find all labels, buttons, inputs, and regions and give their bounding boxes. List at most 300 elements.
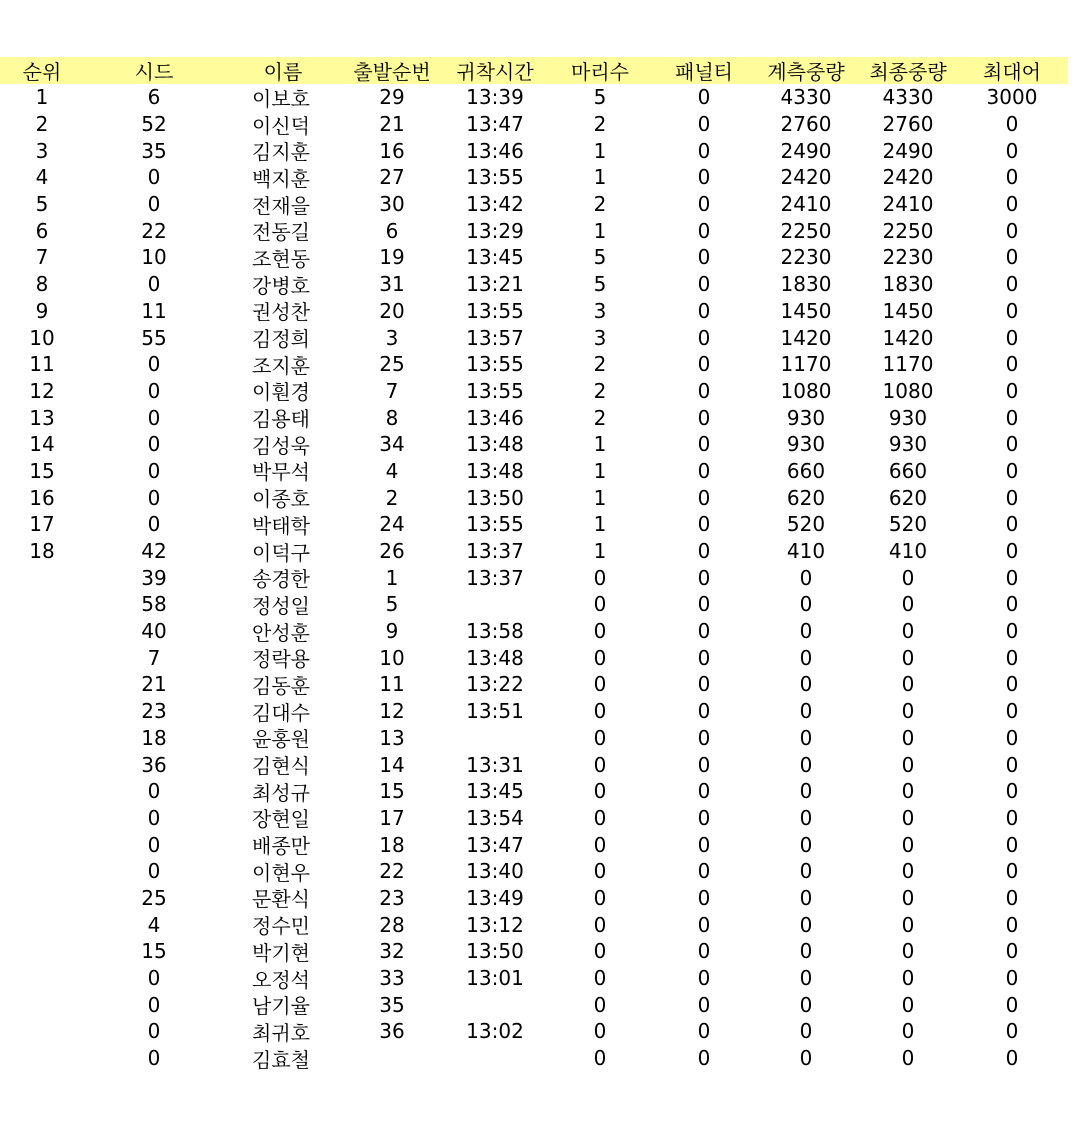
- cell-penalty: 0: [697, 832, 711, 857]
- cell-start-order: 10: [379, 645, 405, 670]
- cell-measured-weight: 410: [786, 539, 826, 564]
- cell-rank: 8: [35, 272, 49, 297]
- cell-start-order: 7: [385, 378, 399, 403]
- cell-name: 배종만: [252, 834, 310, 859]
- cell-biggest-fish: 0: [1005, 672, 1019, 697]
- cell-name: 최귀호: [252, 1020, 310, 1045]
- cell-seed: 0: [147, 832, 161, 857]
- cell-biggest-fish: 0: [1005, 485, 1019, 510]
- cell-fish-count: 0: [593, 832, 607, 857]
- cell-fish-count: 1: [593, 458, 607, 483]
- cell-penalty: 0: [697, 725, 711, 750]
- cell-start-order: 6: [385, 218, 399, 243]
- cell-rank: 1: [35, 85, 49, 110]
- table-header: [0, 57, 1068, 84]
- cell-start-order: 22: [379, 859, 405, 884]
- cell-penalty: 0: [697, 885, 711, 910]
- cell-biggest-fish: 0: [1005, 539, 1019, 564]
- cell-name: 정락용: [252, 647, 310, 672]
- cell-measured-weight: 2490: [780, 138, 832, 163]
- cell-penalty: 0: [697, 512, 711, 537]
- cell-return-time: 13:48: [466, 432, 524, 457]
- cell-penalty: 0: [697, 218, 711, 243]
- cell-measured-weight: 0: [799, 992, 813, 1017]
- cell-start-order: 19: [379, 245, 405, 270]
- cell-final-weight: 0: [901, 885, 915, 910]
- cell-name: 정성일: [252, 593, 310, 618]
- cell-fish-count: 0: [593, 859, 607, 884]
- cell-fish-count: 0: [593, 779, 607, 804]
- cell-return-time: 13:01: [466, 966, 524, 991]
- table-row: [0, 805, 1068, 832]
- cell-return-time: 13:39: [466, 85, 524, 110]
- cell-seed: 0: [147, 192, 161, 217]
- cell-rank: 10: [29, 325, 55, 350]
- cell-return-time: 13:40: [466, 859, 524, 884]
- cell-seed: 0: [147, 512, 161, 537]
- cell-measured-weight: 2230: [780, 245, 832, 270]
- cell-biggest-fish: 0: [1005, 645, 1019, 670]
- cell-biggest-fish: 0: [1005, 885, 1019, 910]
- table-row: [0, 1045, 1068, 1072]
- cell-return-time: 13:55: [466, 352, 524, 377]
- cell-final-weight: 410: [888, 539, 928, 564]
- cell-penalty: 0: [697, 912, 711, 937]
- cell-biggest-fish: 0: [1005, 298, 1019, 323]
- cell-name: 김효철: [252, 1047, 310, 1072]
- table-row: [0, 938, 1068, 965]
- cell-final-weight: 660: [888, 458, 928, 483]
- cell-name: 이훤경: [252, 380, 310, 405]
- cell-biggest-fish: 0: [1005, 458, 1019, 483]
- table-row: [0, 538, 1068, 565]
- cell-rank: 9: [35, 298, 49, 323]
- cell-measured-weight: 520: [786, 512, 826, 537]
- cell-measured-weight: 0: [799, 565, 813, 590]
- cell-biggest-fish: 0: [1005, 699, 1019, 724]
- cell-seed: 0: [147, 485, 161, 510]
- cell-return-time: 13:55: [466, 165, 524, 190]
- cell-penalty: 0: [697, 245, 711, 270]
- header-measured-weight: 계측중량: [767, 60, 845, 84]
- cell-measured-weight: 2420: [780, 165, 832, 190]
- cell-name: 백지훈: [252, 166, 310, 191]
- cell-seed: 21: [141, 672, 167, 697]
- table-row: [0, 164, 1068, 191]
- cell-return-time: 13:48: [466, 458, 524, 483]
- table-row: [0, 564, 1068, 591]
- cell-seed: 39: [141, 565, 167, 590]
- cell-biggest-fish: 0: [1005, 966, 1019, 991]
- table-body: [0, 84, 1068, 1071]
- cell-seed: 42: [141, 539, 167, 564]
- header-fish-count: 마리수: [571, 60, 629, 84]
- table-row: [0, 991, 1068, 1018]
- table-row: [0, 618, 1068, 645]
- cell-name: 김대수: [252, 700, 310, 725]
- cell-fish-count: 5: [593, 85, 607, 110]
- cell-final-weight: 0: [901, 966, 915, 991]
- cell-seed: 25: [141, 885, 167, 910]
- cell-return-time: 13:37: [466, 539, 524, 564]
- table-row: [0, 778, 1068, 805]
- cell-final-weight: 0: [901, 592, 915, 617]
- cell-name: 박기현: [252, 940, 310, 965]
- cell-biggest-fish: 0: [1005, 138, 1019, 163]
- cell-penalty: 0: [697, 272, 711, 297]
- cell-name: 안성훈: [252, 620, 310, 645]
- cell-name: 이덕구: [252, 540, 310, 565]
- cell-biggest-fish: 0: [1005, 832, 1019, 857]
- cell-seed: 0: [147, 352, 161, 377]
- cell-seed: 36: [141, 752, 167, 777]
- cell-fish-count: 0: [593, 592, 607, 617]
- cell-penalty: 0: [697, 992, 711, 1017]
- cell-measured-weight: 1420: [780, 325, 832, 350]
- header-biggest-fish: 최대어: [983, 60, 1041, 84]
- cell-penalty: 0: [697, 1019, 711, 1044]
- cell-start-order: 14: [379, 752, 405, 777]
- cell-final-weight: 930: [888, 432, 928, 457]
- cell-biggest-fish: 0: [1005, 912, 1019, 937]
- cell-seed: 22: [141, 218, 167, 243]
- cell-final-weight: 4330: [882, 85, 934, 110]
- cell-name: 조지훈: [252, 353, 310, 378]
- cell-penalty: 0: [697, 699, 711, 724]
- table-row: [0, 244, 1068, 271]
- cell-fish-count: 5: [593, 272, 607, 297]
- table-row: [0, 378, 1068, 405]
- cell-name: 장현일: [252, 807, 310, 832]
- cell-fish-count: 0: [593, 565, 607, 590]
- cell-name: 송경한: [252, 567, 310, 592]
- cell-measured-weight: 0: [799, 1019, 813, 1044]
- cell-start-order: 2: [385, 485, 399, 510]
- cell-penalty: 0: [697, 378, 711, 403]
- cell-biggest-fish: 0: [1005, 512, 1019, 537]
- cell-measured-weight: 0: [799, 1046, 813, 1071]
- cell-start-order: 26: [379, 539, 405, 564]
- cell-rank: 14: [29, 432, 55, 457]
- cell-final-weight: 2410: [882, 192, 934, 217]
- cell-rank: 2: [35, 112, 49, 137]
- cell-start-order: 27: [379, 165, 405, 190]
- cell-seed: 0: [147, 859, 161, 884]
- cell-measured-weight: 4330: [780, 85, 832, 110]
- cell-biggest-fish: 0: [1005, 779, 1019, 804]
- cell-measured-weight: 0: [799, 752, 813, 777]
- cell-name: 오정석: [252, 967, 310, 992]
- cell-start-order: 34: [379, 432, 405, 457]
- cell-measured-weight: 0: [799, 859, 813, 884]
- cell-name: 전재을: [252, 193, 310, 218]
- cell-measured-weight: 0: [799, 885, 813, 910]
- table-row: [0, 644, 1068, 671]
- cell-biggest-fish: 0: [1005, 165, 1019, 190]
- cell-fish-count: 1: [593, 218, 607, 243]
- cell-biggest-fish: 0: [1005, 218, 1019, 243]
- cell-penalty: 0: [697, 432, 711, 457]
- table-row: [0, 1018, 1068, 1045]
- cell-return-time: 13:45: [466, 779, 524, 804]
- cell-measured-weight: 0: [799, 672, 813, 697]
- cell-return-time: 13:58: [466, 619, 524, 644]
- cell-final-weight: 0: [901, 672, 915, 697]
- cell-final-weight: 0: [901, 939, 915, 964]
- cell-name: 김현식: [252, 754, 310, 779]
- cell-measured-weight: 2760: [780, 112, 832, 137]
- cell-name: 남기율: [252, 994, 310, 1019]
- cell-return-time: 13:22: [466, 672, 524, 697]
- cell-biggest-fish: 0: [1005, 112, 1019, 137]
- cell-seed: 10: [141, 245, 167, 270]
- cell-rank: 13: [29, 405, 55, 430]
- table-row: [0, 725, 1068, 752]
- cell-biggest-fish: 0: [1005, 352, 1019, 377]
- cell-final-weight: 0: [901, 779, 915, 804]
- cell-start-order: 13: [379, 725, 405, 750]
- cell-penalty: 0: [697, 458, 711, 483]
- cell-penalty: 0: [697, 1046, 711, 1071]
- table-row: [0, 751, 1068, 778]
- results-table: [0, 57, 1068, 1071]
- cell-fish-count: 0: [593, 805, 607, 830]
- table-row: [0, 84, 1068, 111]
- cell-seed: 0: [147, 432, 161, 457]
- cell-seed: 6: [147, 85, 161, 110]
- cell-return-time: 13:45: [466, 245, 524, 270]
- cell-penalty: 0: [697, 619, 711, 644]
- cell-biggest-fish: 0: [1005, 725, 1019, 750]
- table-row: [0, 671, 1068, 698]
- cell-measured-weight: 1830: [780, 272, 832, 297]
- cell-name: 강병호: [252, 273, 310, 298]
- cell-fish-count: 0: [593, 619, 607, 644]
- cell-final-weight: 0: [901, 619, 915, 644]
- cell-biggest-fish: 0: [1005, 992, 1019, 1017]
- cell-penalty: 0: [697, 939, 711, 964]
- cell-fish-count: 0: [593, 699, 607, 724]
- cell-biggest-fish: 0: [1005, 805, 1019, 830]
- cell-measured-weight: 930: [786, 432, 826, 457]
- cell-measured-weight: 1170: [780, 352, 832, 377]
- cell-penalty: 0: [697, 85, 711, 110]
- cell-rank: 4: [35, 165, 49, 190]
- cell-seed: 0: [147, 405, 161, 430]
- cell-penalty: 0: [697, 779, 711, 804]
- cell-seed: 0: [147, 1046, 161, 1071]
- cell-seed: 55: [141, 325, 167, 350]
- cell-biggest-fish: 0: [1005, 859, 1019, 884]
- cell-start-order: 16: [379, 138, 405, 163]
- cell-measured-weight: 0: [799, 805, 813, 830]
- cell-fish-count: 0: [593, 939, 607, 964]
- cell-penalty: 0: [697, 405, 711, 430]
- cell-penalty: 0: [697, 966, 711, 991]
- cell-biggest-fish: 0: [1005, 1019, 1019, 1044]
- header-seed: 시드: [134, 60, 174, 84]
- cell-penalty: 0: [697, 112, 711, 137]
- cell-return-time: 13:55: [466, 512, 524, 537]
- cell-start-order: 28: [379, 912, 405, 937]
- cell-fish-count: 2: [593, 112, 607, 137]
- cell-return-time: 13:47: [466, 112, 524, 137]
- cell-name: 권성찬: [252, 300, 310, 325]
- cell-final-weight: 0: [901, 1019, 915, 1044]
- cell-name: 정수민: [252, 914, 310, 939]
- cell-name: 윤홍원: [252, 727, 310, 752]
- cell-final-weight: 0: [901, 805, 915, 830]
- cell-measured-weight: 0: [799, 779, 813, 804]
- cell-final-weight: 0: [901, 565, 915, 590]
- cell-final-weight: 1080: [882, 378, 934, 403]
- cell-rank: 11: [29, 352, 55, 377]
- cell-fish-count: 0: [593, 885, 607, 910]
- cell-return-time: 13:55: [466, 298, 524, 323]
- cell-measured-weight: 930: [786, 405, 826, 430]
- cell-start-order: 8: [385, 405, 399, 430]
- cell-return-time: 13:42: [466, 192, 524, 217]
- cell-final-weight: 930: [888, 405, 928, 430]
- cell-measured-weight: 2250: [780, 218, 832, 243]
- cell-return-time: 13:29: [466, 218, 524, 243]
- cell-rank: 16: [29, 485, 55, 510]
- cell-fish-count: 2: [593, 352, 607, 377]
- cell-biggest-fish: 0: [1005, 565, 1019, 590]
- cell-final-weight: 0: [901, 725, 915, 750]
- cell-measured-weight: 620: [786, 485, 826, 510]
- cell-final-weight: 2760: [882, 112, 934, 137]
- cell-fish-count: 1: [593, 432, 607, 457]
- cell-fish-count: 1: [593, 138, 607, 163]
- cell-measured-weight: 0: [799, 939, 813, 964]
- cell-fish-count: 1: [593, 512, 607, 537]
- cell-fish-count: 0: [593, 912, 607, 937]
- cell-fish-count: 1: [593, 539, 607, 564]
- cell-fish-count: 0: [593, 1019, 607, 1044]
- cell-biggest-fish: 0: [1005, 405, 1019, 430]
- cell-final-weight: 520: [888, 512, 928, 537]
- cell-penalty: 0: [697, 138, 711, 163]
- cell-final-weight: 0: [901, 859, 915, 884]
- cell-name: 이현우: [252, 860, 310, 885]
- cell-measured-weight: 0: [799, 912, 813, 937]
- cell-penalty: 0: [697, 672, 711, 697]
- cell-final-weight: 2490: [882, 138, 934, 163]
- cell-final-weight: 0: [901, 752, 915, 777]
- cell-start-order: 18: [379, 832, 405, 857]
- cell-final-weight: 0: [901, 912, 915, 937]
- cell-measured-weight: 0: [799, 592, 813, 617]
- header-start-order: 출발순번: [353, 60, 431, 84]
- cell-name: 김성욱: [252, 433, 310, 458]
- cell-rank: 7: [35, 245, 49, 270]
- table-row: [0, 911, 1068, 938]
- cell-name: 박태학: [252, 513, 310, 538]
- table-row: [0, 351, 1068, 378]
- table-row: [0, 324, 1068, 351]
- cell-measured-weight: 1450: [780, 298, 832, 323]
- cell-seed: 11: [141, 298, 167, 323]
- cell-seed: 0: [147, 992, 161, 1017]
- cell-penalty: 0: [697, 565, 711, 590]
- cell-name: 전동길: [252, 220, 310, 245]
- cell-seed: 35: [141, 138, 167, 163]
- cell-start-order: 25: [379, 352, 405, 377]
- cell-penalty: 0: [697, 165, 711, 190]
- cell-start-order: 12: [379, 699, 405, 724]
- cell-final-weight: 1420: [882, 325, 934, 350]
- cell-biggest-fish: 0: [1005, 619, 1019, 644]
- cell-return-time: 13:37: [466, 565, 524, 590]
- cell-fish-count: 3: [593, 325, 607, 350]
- cell-fish-count: 5: [593, 245, 607, 270]
- header-name: 이름: [263, 60, 303, 84]
- cell-start-order: 32: [379, 939, 405, 964]
- cell-penalty: 0: [697, 325, 711, 350]
- cell-rank: 18: [29, 539, 55, 564]
- cell-measured-weight: 0: [799, 645, 813, 670]
- cell-name: 문환식: [252, 887, 310, 912]
- cell-biggest-fish: 0: [1005, 272, 1019, 297]
- cell-seed: 0: [147, 378, 161, 403]
- cell-final-weight: 0: [901, 699, 915, 724]
- cell-penalty: 0: [697, 752, 711, 777]
- cell-return-time: 13:02: [466, 1019, 524, 1044]
- cell-seed: 0: [147, 458, 161, 483]
- cell-start-order: 9: [385, 619, 399, 644]
- header-return-time: 귀착시간: [456, 60, 534, 84]
- cell-start-order: 4: [385, 458, 399, 483]
- cell-start-order: 5: [385, 592, 399, 617]
- cell-final-weight: 0: [901, 992, 915, 1017]
- cell-start-order: 1: [385, 565, 399, 590]
- cell-biggest-fish: 0: [1005, 432, 1019, 457]
- cell-measured-weight: 660: [786, 458, 826, 483]
- cell-return-time: 13:47: [466, 832, 524, 857]
- cell-seed: 18: [141, 725, 167, 750]
- cell-name: 이보호: [252, 86, 310, 111]
- cell-return-time: 13:55: [466, 378, 524, 403]
- cell-seed: 15: [141, 939, 167, 964]
- cell-biggest-fish: 0: [1005, 378, 1019, 403]
- cell-return-time: 13:46: [466, 405, 524, 430]
- cell-penalty: 0: [697, 485, 711, 510]
- cell-final-weight: 2250: [882, 218, 934, 243]
- cell-start-order: 20: [379, 298, 405, 323]
- cell-rank: 3: [35, 138, 49, 163]
- table-row: [0, 458, 1068, 485]
- cell-biggest-fish: 0: [1005, 325, 1019, 350]
- cell-return-time: 13:48: [466, 645, 524, 670]
- cell-final-weight: 1830: [882, 272, 934, 297]
- cell-name: 김지훈: [252, 140, 310, 165]
- cell-penalty: 0: [697, 539, 711, 564]
- cell-final-weight: 0: [901, 645, 915, 670]
- cell-biggest-fish: 0: [1005, 1046, 1019, 1071]
- cell-final-weight: 620: [888, 485, 928, 510]
- cell-penalty: 0: [697, 859, 711, 884]
- cell-seed: 58: [141, 592, 167, 617]
- cell-penalty: 0: [697, 805, 711, 830]
- header-final-weight: 최종중량: [869, 60, 947, 84]
- cell-penalty: 0: [697, 352, 711, 377]
- table-row: [0, 965, 1068, 992]
- cell-fish-count: 0: [593, 672, 607, 697]
- header-rank: 순위: [22, 60, 62, 84]
- cell-final-weight: 2420: [882, 165, 934, 190]
- cell-name: 김용태: [252, 407, 310, 432]
